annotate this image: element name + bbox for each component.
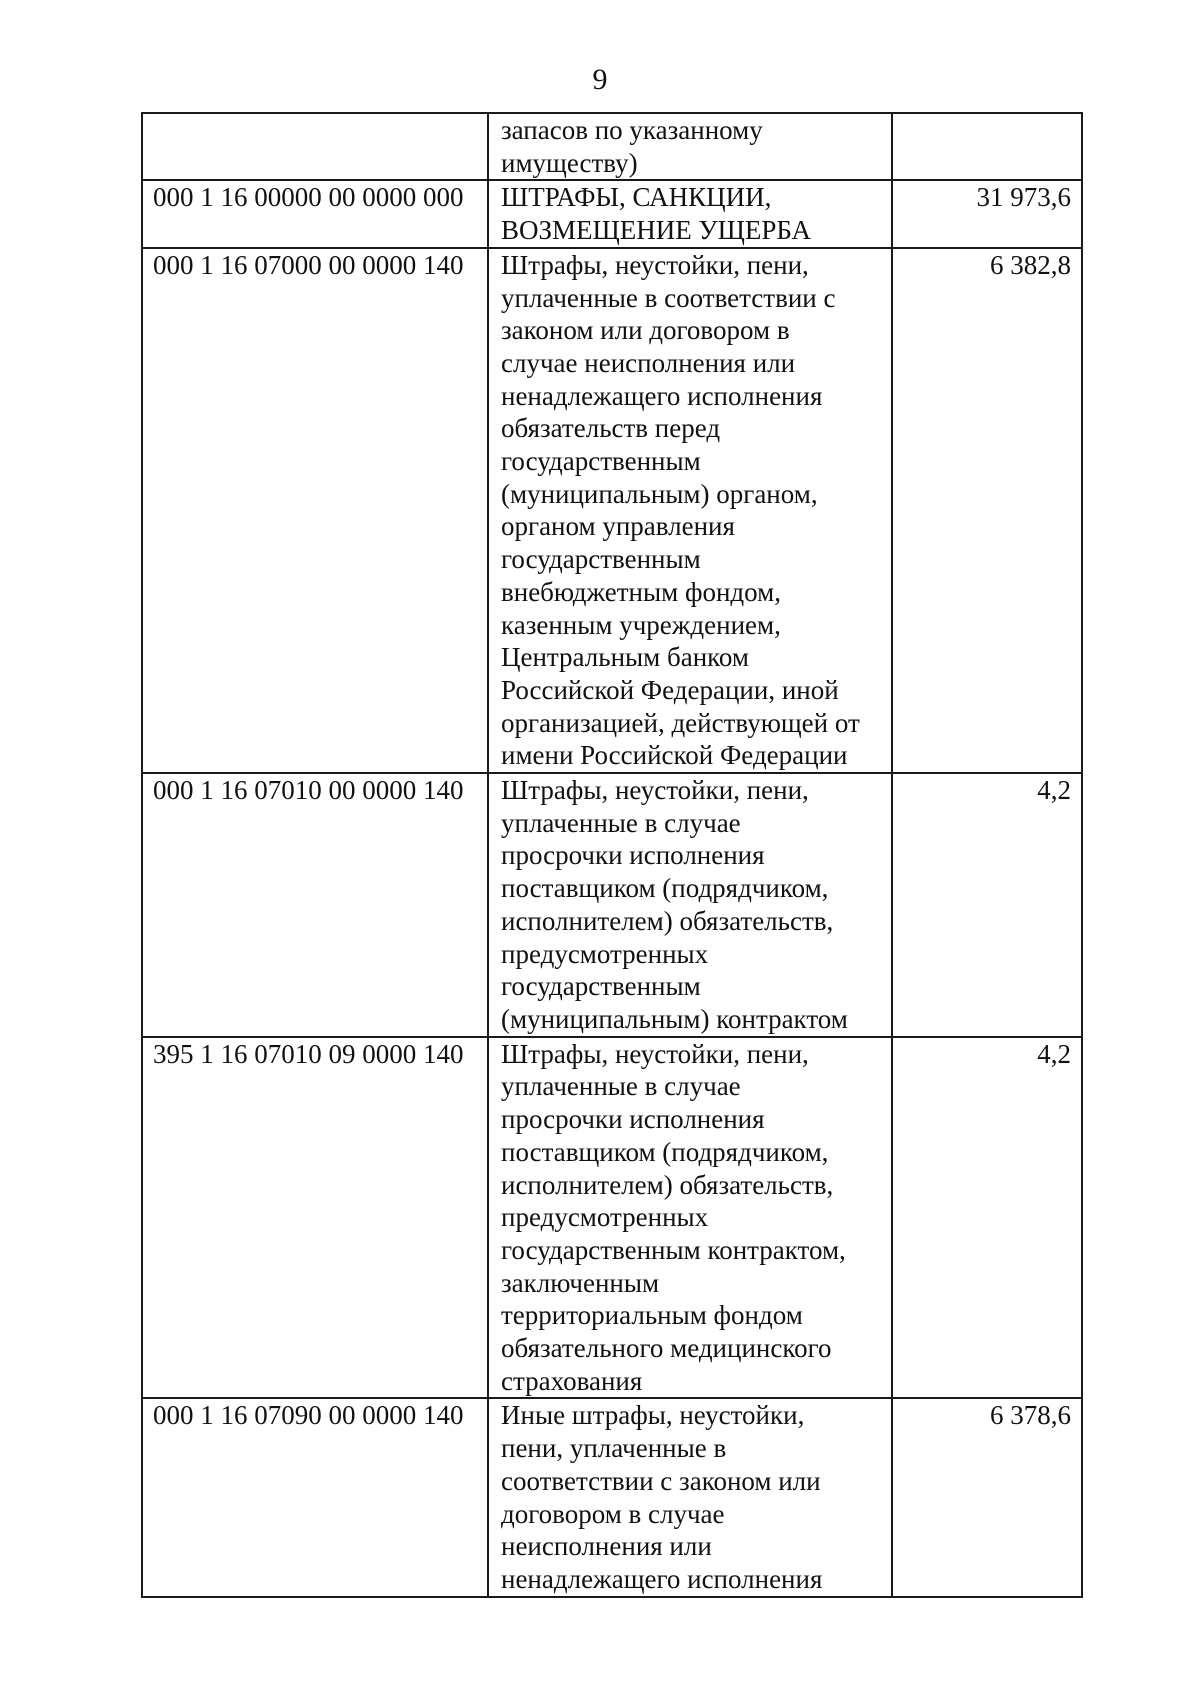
- revenue-name-line: случае неисполнения или: [501, 347, 796, 378]
- revenue-name-line: Штрафы, неустойки, пени,: [501, 1038, 809, 1069]
- revenue-name-line: уплаченные в случае: [501, 1071, 741, 1102]
- revenue-name-cell: [488, 180, 892, 247]
- revenue-name-line: договором в случае: [501, 1498, 725, 1529]
- revenue-name-line: уплаченные в случае: [501, 807, 741, 838]
- classification-code-cell: 000 1 16 07000 00 0000 140: [142, 248, 488, 773]
- table-row: [142, 180, 1082, 247]
- revenue-name-line: ВОЗМЕЩЕНИЕ УЩЕРБА: [501, 215, 812, 246]
- revenue-name-line: ШТРАФЫ, САНКЦИИ,: [501, 182, 772, 213]
- revenue-name-line: территориальным фондом: [501, 1300, 803, 1331]
- revenue-name-line: внебюджетным фондом,: [501, 576, 781, 607]
- revenue-name-line: государственным: [501, 446, 701, 477]
- revenue-name-line: ненадлежащего исполнения: [501, 1563, 823, 1594]
- table-row: [142, 113, 1082, 180]
- classification-code-cell: 000 1 16 07010 00 0000 140: [142, 773, 488, 1037]
- page-number: 9: [592, 63, 608, 96]
- amount-cell: 6 378,6: [892, 1398, 1082, 1596]
- revenue-name-line: Центральным банком: [501, 642, 749, 673]
- revenue-name-line: неисполнения или: [501, 1531, 712, 1562]
- amount-cell: 31 973,6: [892, 180, 1082, 247]
- revenue-name-line: законом или договором в: [501, 315, 790, 346]
- revenue-name-line: (муниципальным) контрактом: [501, 1003, 848, 1034]
- amount-cell: [892, 113, 1082, 180]
- revenue-name-line: органом управления: [501, 511, 735, 542]
- amount-cell: 4,2: [892, 1037, 1082, 1399]
- revenue-name-cell: [488, 1037, 892, 1399]
- classification-code-cell: [142, 113, 488, 180]
- revenue-name-line: страхования: [501, 1365, 643, 1396]
- revenue-name-cell: [488, 1398, 892, 1596]
- table-row: [142, 1037, 1082, 1399]
- amount-cell: 4,2: [892, 773, 1082, 1037]
- table-row: [142, 773, 1082, 1037]
- revenue-name-line: Штрафы, неустойки, пени,: [501, 249, 809, 280]
- amount-cell: 6 382,8: [892, 248, 1082, 773]
- revenue-name-line: Штрафы, неустойки, пени,: [501, 775, 809, 806]
- revenue-name-line: поставщиком (подрядчиком,: [501, 873, 829, 904]
- revenue-name-cell: [488, 773, 892, 1037]
- revenue-name-line: обязательств перед: [501, 413, 721, 444]
- revenue-name-line: (муниципальным) органом,: [501, 478, 818, 509]
- revenue-name-line: ненадлежащего исполнения: [501, 380, 823, 411]
- revenue-name-line: государственным: [501, 971, 701, 1002]
- revenue-name-line: организацией, действующей от: [501, 707, 860, 738]
- revenue-name-line: заключенным: [501, 1267, 660, 1298]
- revenue-name-line: имени Российской Федерации: [501, 740, 848, 771]
- revenue-name-cell: [488, 248, 892, 773]
- revenue-name-line: пени, уплаченные в: [501, 1433, 727, 1464]
- revenue-name-line: государственным: [501, 544, 701, 575]
- revenue-name-line: Российской Федерации, иной: [501, 674, 839, 705]
- revenue-name-line: государственным контрактом,: [501, 1234, 846, 1265]
- revenue-name-line: казенным учреждением,: [501, 609, 781, 640]
- revenue-name-line: имуществу): [501, 147, 638, 178]
- table-body: [142, 113, 1082, 1597]
- revenue-name-line: Иные штрафы, неустойки,: [501, 1400, 805, 1431]
- budget-revenue-table: [141, 112, 1083, 1598]
- revenue-name-line: уплаченные в соответствии с: [501, 282, 836, 313]
- table-row: [142, 248, 1082, 773]
- revenue-name-line: просрочки исполнения: [501, 840, 765, 871]
- revenue-name-line: запасов по указанному: [501, 115, 763, 145]
- revenue-name-line: предусмотренных: [501, 938, 709, 969]
- classification-code-cell: 000 1 16 00000 00 0000 000: [142, 180, 488, 247]
- revenue-name-line: предусмотренных: [501, 1202, 709, 1233]
- revenue-name-line: просрочки исполнения: [501, 1104, 765, 1135]
- revenue-name-line: соответствии с законом или: [501, 1465, 821, 1496]
- revenue-name-line: обязательного медицинского: [501, 1333, 832, 1364]
- revenue-name-cell: [488, 113, 892, 180]
- revenue-name-line: поставщиком (подрядчиком,: [501, 1136, 829, 1167]
- revenue-name-line: исполнителем) обязательств,: [501, 905, 834, 936]
- table-row: [142, 1398, 1082, 1596]
- classification-code-cell: 000 1 16 07090 00 0000 140: [142, 1398, 488, 1596]
- classification-code-cell: 395 1 16 07010 09 0000 140: [142, 1037, 488, 1399]
- revenue-name-line: исполнителем) обязательств,: [501, 1169, 834, 1200]
